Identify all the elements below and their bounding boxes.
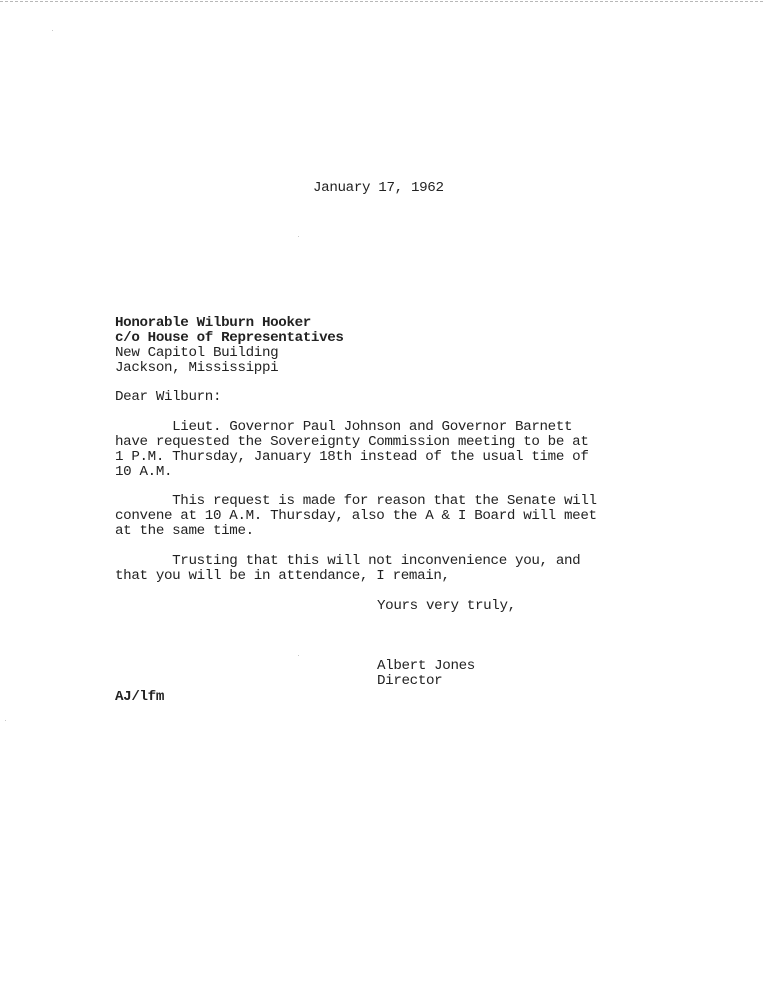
paper-speck bbox=[298, 236, 299, 237]
letter-date: January 17, 1962 bbox=[313, 180, 444, 196]
complimentary-close: Yours very truly, bbox=[377, 598, 516, 614]
paragraph-line: Trusting that this will not inconvenience you, and bbox=[115, 553, 581, 569]
paragraph-line: at the same time. bbox=[115, 523, 254, 539]
body-paragraph bbox=[115, 494, 675, 539]
paper-speck bbox=[298, 655, 299, 656]
paragraph-line: 1 P.M. Thursday, January 18th instead of the usual time of bbox=[115, 449, 589, 465]
paragraph-line: This request is made for reason that the Senate will bbox=[115, 493, 597, 509]
paper-speck bbox=[5, 720, 6, 721]
paragraph-line: 10 A.M. bbox=[115, 464, 173, 480]
signature-name: Albert Jones bbox=[377, 658, 475, 674]
body-paragraph bbox=[115, 420, 675, 480]
paragraph-line: that you will be in attendance, I remain, bbox=[115, 568, 450, 584]
paper-speck bbox=[52, 30, 53, 31]
recipient-organization: c/o House of Representatives bbox=[115, 330, 344, 346]
body-paragraph bbox=[115, 554, 675, 584]
paragraph-line: Lieut. Governor Paul Johnson and Governor Barnett bbox=[115, 419, 573, 435]
recipient-name: Honorable Wilburn Hooker bbox=[115, 315, 311, 331]
salutation: Dear Wilburn: bbox=[115, 389, 222, 405]
recipient-city: Jackson, Mississippi bbox=[115, 360, 279, 376]
reference-initials: AJ/lfm bbox=[115, 689, 164, 705]
signature-title: Director bbox=[377, 673, 443, 689]
page-top-border bbox=[0, 1, 763, 2]
recipient-building: New Capitol Building bbox=[115, 345, 279, 361]
paragraph-line: have requested the Sovereignty Commission meeting to be at bbox=[115, 434, 589, 450]
paragraph-line: convene at 10 A.M. Thursday, also the A & I Board will meet bbox=[115, 508, 597, 524]
